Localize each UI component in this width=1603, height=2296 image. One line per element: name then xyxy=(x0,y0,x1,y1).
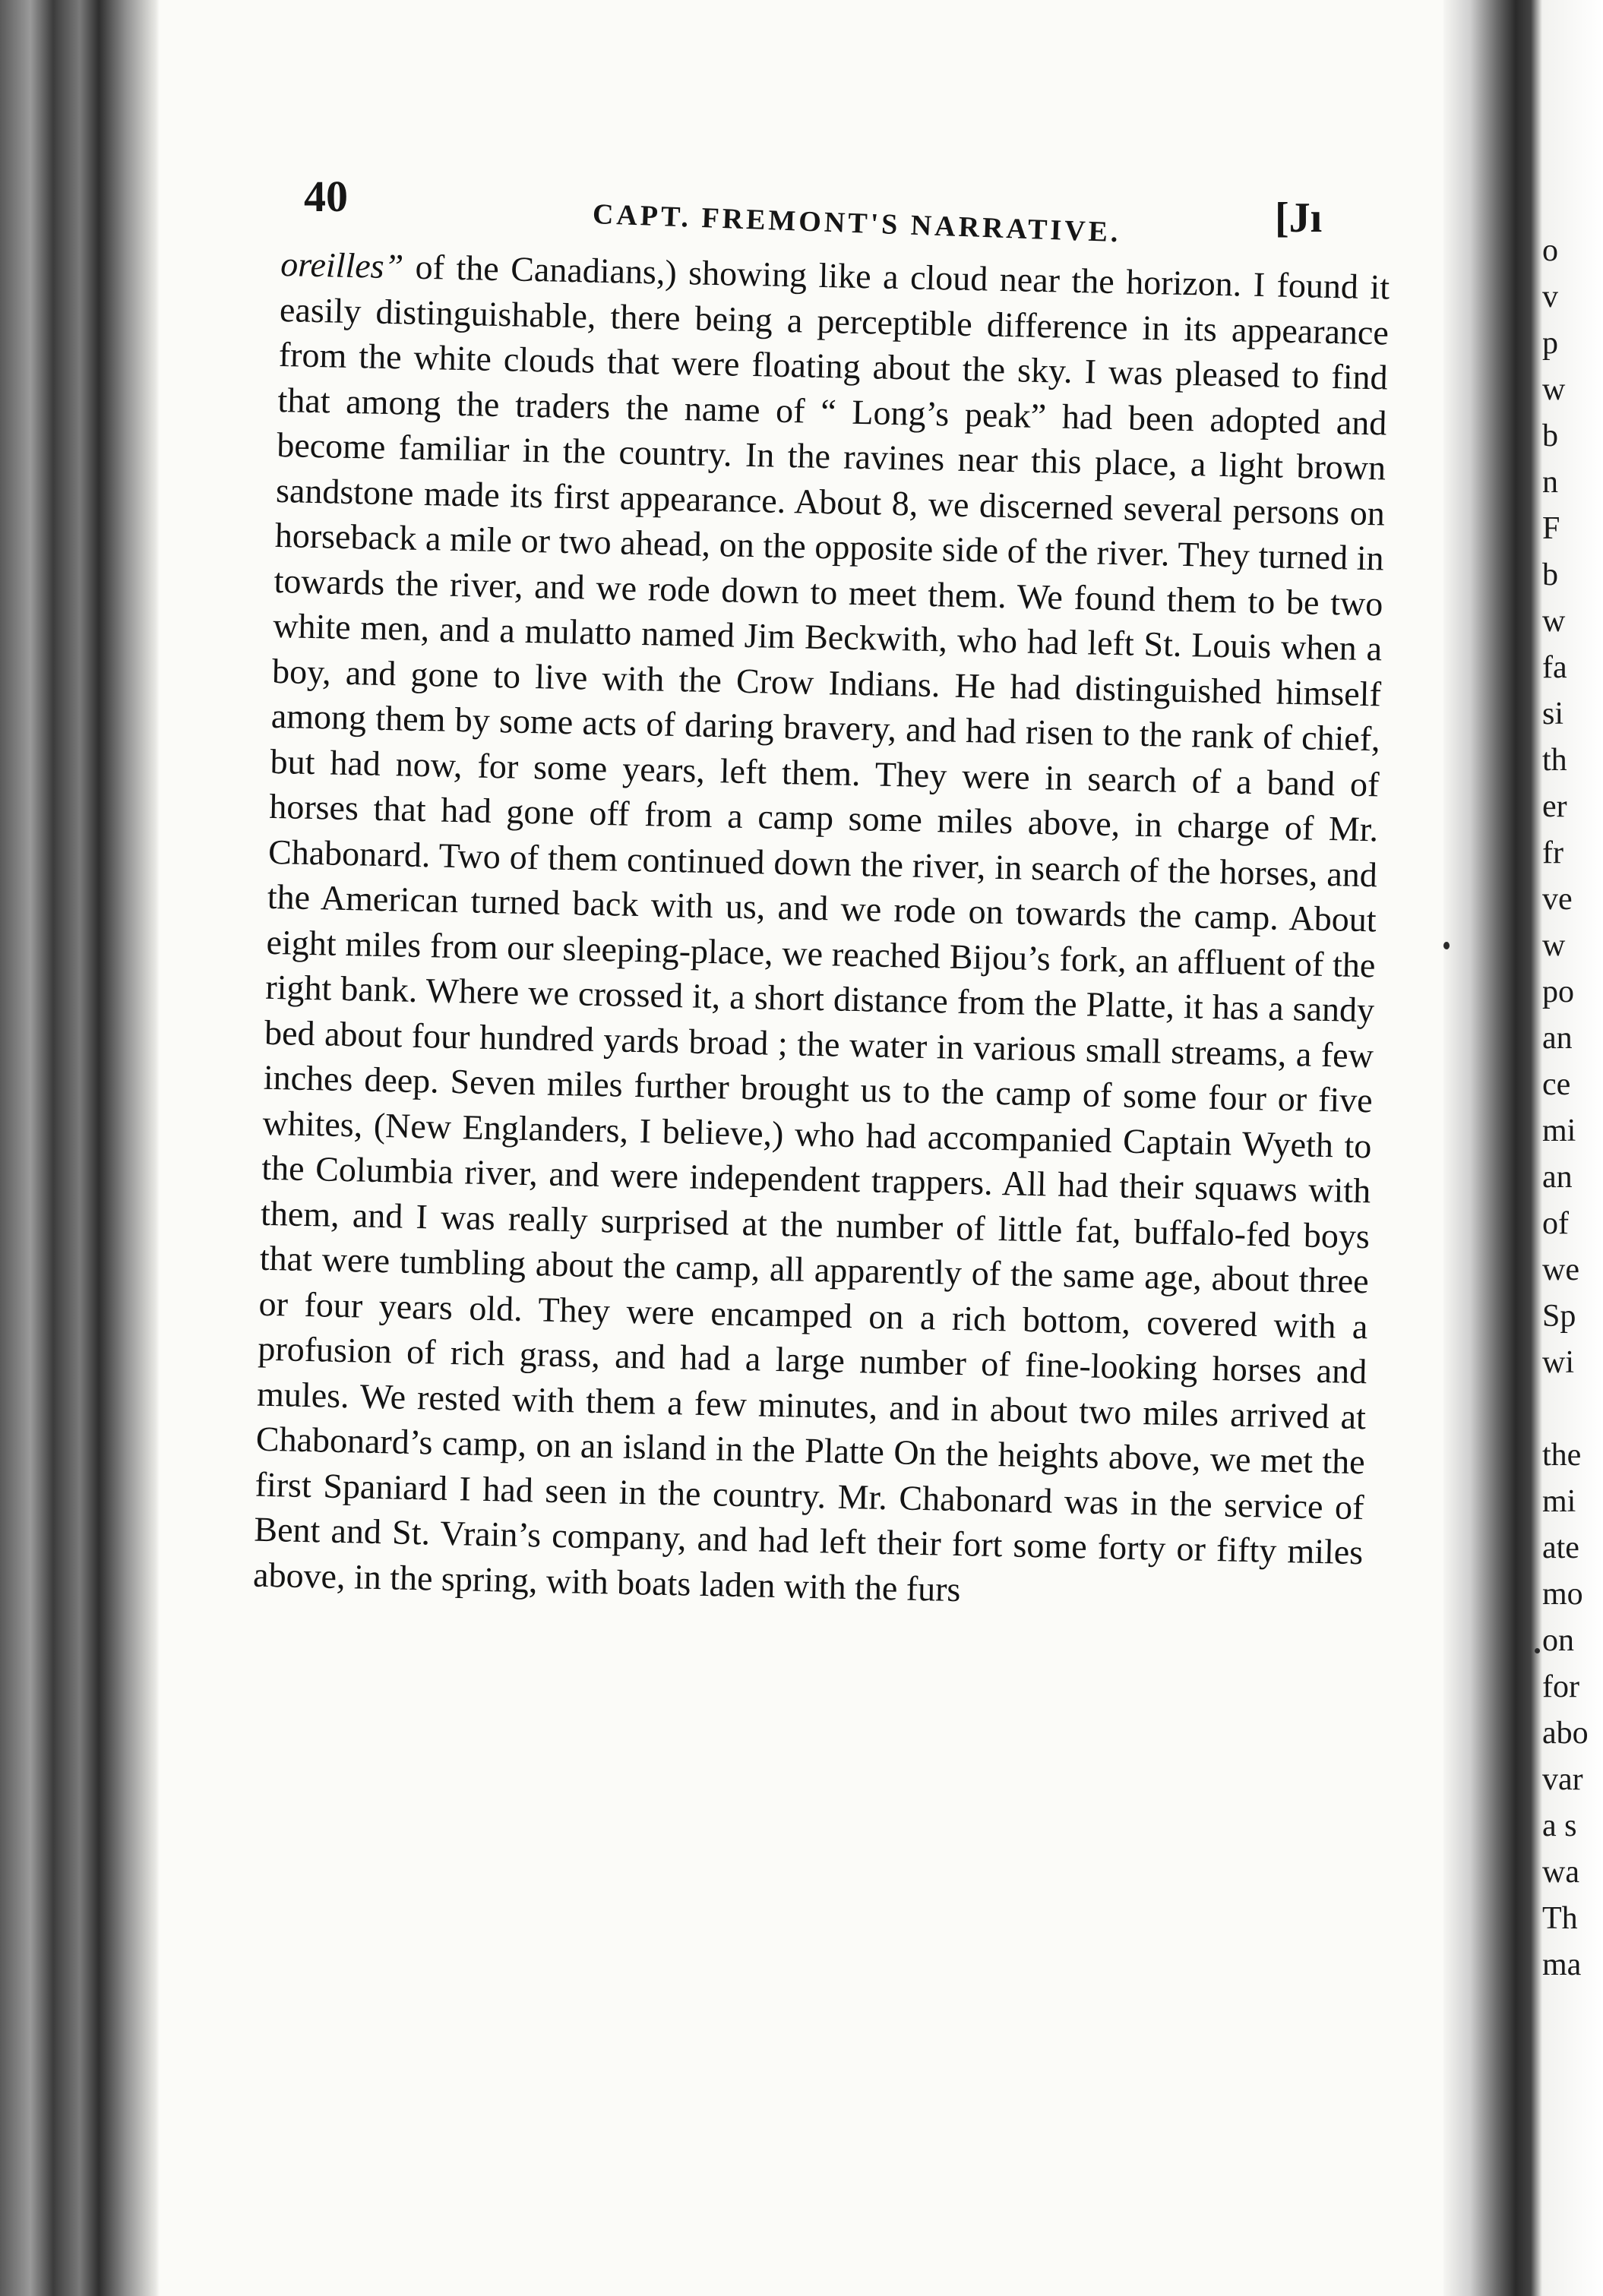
adjacent-page-fragment: th xyxy=(1542,743,1567,778)
adjacent-page-fragment: b xyxy=(1542,418,1558,453)
adjacent-page-fragment: abo xyxy=(1542,1716,1589,1751)
adjacent-page-fragment: si xyxy=(1542,696,1564,731)
adjacent-page-fragment: ate xyxy=(1542,1530,1579,1565)
adjacent-page-fragment: ma xyxy=(1542,1947,1582,1982)
running-title-fragment: [Jı xyxy=(1275,194,1323,242)
adjacent-page-fragment: n xyxy=(1542,465,1558,500)
ink-speck xyxy=(1535,1648,1540,1653)
adjacent-page-fragment: mi xyxy=(1542,1484,1576,1519)
adjacent-page-fragment: for xyxy=(1542,1669,1579,1704)
adjacent-page-fragment: we xyxy=(1542,1252,1579,1287)
adjacent-page-fragment: on xyxy=(1542,1623,1574,1658)
adjacent-page-fragment: an xyxy=(1542,1021,1573,1056)
adjacent-page-fragment: ve xyxy=(1542,882,1573,917)
adjacent-page-fragment: w xyxy=(1542,928,1566,963)
adjacent-page-fragment: v xyxy=(1542,279,1558,314)
lead-italic-word: oreilles” xyxy=(280,244,404,286)
adjacent-page-fragment: var xyxy=(1542,1762,1583,1797)
adjacent-page-fragment: mi xyxy=(1542,1113,1576,1148)
running-title: CAPT. FREMONT'S NARRATIVE. xyxy=(592,198,1122,249)
adjacent-page-fragment: F xyxy=(1542,511,1560,546)
adjacent-page-fragment: a s xyxy=(1542,1808,1577,1843)
adjacent-page-fragment: mo xyxy=(1542,1577,1583,1612)
book-binding-shadow xyxy=(0,0,160,2296)
adjacent-page-fragment: an xyxy=(1542,1160,1573,1195)
body-paragraph xyxy=(253,242,1390,1620)
adjacent-page-fragment: Sp xyxy=(1542,1299,1576,1334)
adjacent-page-fragment: Th xyxy=(1542,1901,1578,1936)
ink-speck xyxy=(1443,942,1450,949)
adjacent-page-fragment: o xyxy=(1542,233,1558,268)
adjacent-page-fragment: b xyxy=(1542,557,1558,592)
page-header xyxy=(304,163,1428,249)
adjacent-page-fragment: er xyxy=(1542,789,1567,824)
adjacent-page-fragment: ce xyxy=(1542,1067,1571,1102)
page-number: 40 xyxy=(304,172,348,221)
adjacent-page-fragment: p xyxy=(1542,326,1558,361)
adjacent-page-fragment: po xyxy=(1542,974,1574,1009)
adjacent-page-fragment: fa xyxy=(1542,650,1567,685)
adjacent-page-fragments xyxy=(1542,228,1603,1988)
adjacent-page-fragment: w xyxy=(1542,604,1566,639)
adjacent-page-fragment xyxy=(1542,1386,1603,1432)
adjacent-page-fragment: the xyxy=(1542,1438,1582,1473)
adjacent-page-fragment: w xyxy=(1542,372,1566,407)
adjacent-page-fragment: of xyxy=(1542,1206,1569,1241)
body-paragraph-text: of the Canadians,) showing like a cloud near the horizon. I found it easily distinguishable, there being a perceptible difference in its appearance from the white clouds that were floating about the sky. I was pleased to find that among the traders the name of “ Long’s peak” had been adopted and become familiar in the country. In the ravines near this place, a light brown sandstone made its first appearance. About 8, we discerned several persons on horseback a mile or two ahead, on the opposite side of the river. They turned in towards the river, and we rode down to meet them. We found them to be two white men, and a mulatto named Jim Beckwith, who had left St. Louis when a boy, and gone to live with the Crow Indians. He had distinguished himself among them by some acts of daring bravery, and had risen to the rank of chief, but had now, for some years, left them. They were in search of a band of horses that had gone off from a camp some miles above, in charge of Mr. Chabonard. Two of them continued down the river, in search of the horses, and the American turned back with us, and we rode on towards the camp. About eight miles from our sleeping-place, we reached Bijou’s fork, an affluent of the right bank. Where we crossed it, a short distance from the Platte, it has a sandy bed about four hundred yards broad ; the water in various small streams, a few inches deep. Seven miles further brought us to the camp of some four or five whites, (New Englanders, I believe,) who had accompanied Captain Wyeth to the Columbia river, and were independent trappers. All had their squaws with them, and I was really surprised at the number of little fat, buffalo-fed boys that were tumbling about the camp, all apparently of the same age, about three or four years old. They were encamped on a rich bottom, covered with a profusion of rich grass, and had a large number of fine-looking horses and mules. We rested with them a few minutes, and in about two miles arrived at Chabonard’s camp, on an island in the Platte On the heights above, we met the first Spaniard I had seen in the country. Mr. Chabonard was in the service of Bent and St. Vrain’s company, and had left their fort some forty or fifty miles above, in the spring, with boats laden with the furs xyxy=(252,247,1390,1609)
adjacent-page-fragment: wi xyxy=(1542,1345,1574,1380)
adjacent-page-fragment: wa xyxy=(1542,1855,1579,1890)
adjacent-page-fragment: fr xyxy=(1542,835,1563,870)
body-text xyxy=(253,242,1390,1620)
